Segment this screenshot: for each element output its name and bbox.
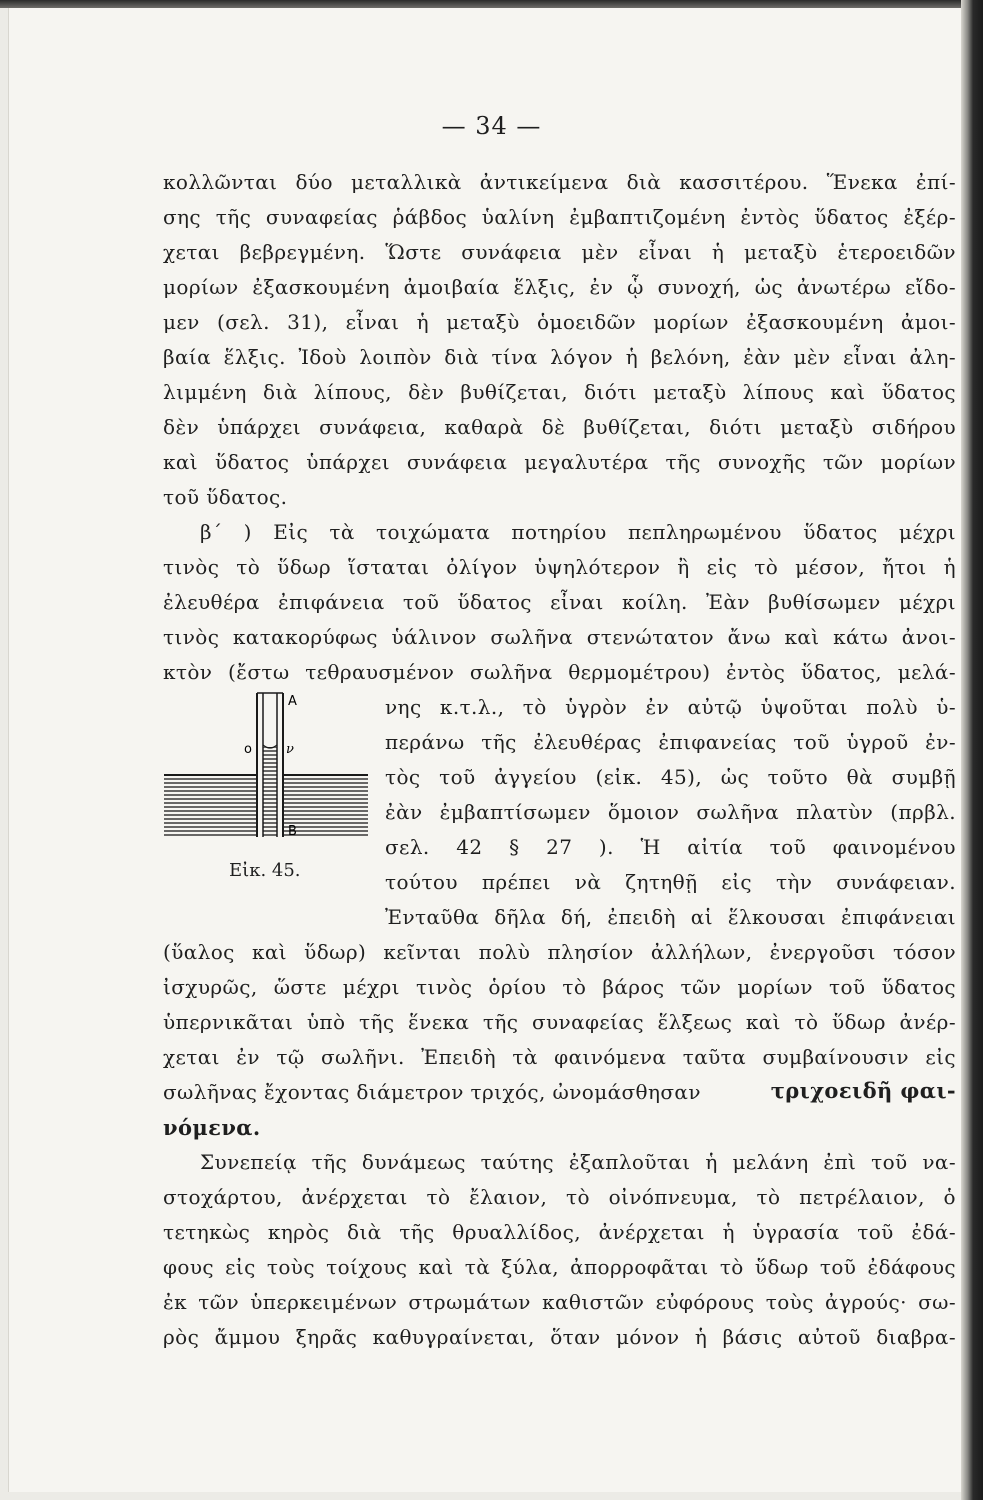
text-line: κτὸν (ἔστω τεθραυσμένον σωλῆνα θερμομέτρου) ἐντὸς ὕδατος, μελά- (163, 660, 956, 684)
text-line: σης τῆς συναφείας ῥάβδος ὑαλίνη ἐμβαπτιζομένη ἐντὸς ὕδατος ἐξέρ- (163, 205, 956, 229)
text-line: τινὸς κατακορύφως ὑάλινον σωλῆνα στενώτατον ἄνω καὶ κάτω ἀνοι- (163, 625, 956, 649)
text-line: τινὸς τὸ ὕδωρ ἵσταται ὀλίγον ὑψηλότερον ἢ εἰς τὸ μέσον, ἤτοι ἡ (163, 555, 956, 579)
text-line: καὶ ὕδατος ὑπάρχει συνάφεια μεγαλυτέρα τῆς συνοχῆς τῶν μορίων (163, 450, 956, 474)
text-line: χεται βεβρεγμένη. Ὥστε συνάφεια μὲν εἶναι ἡ μεταξὺ ἑτεροειδῶν (163, 240, 956, 264)
bold-term: τριχοειδῆ φαι- (770, 1078, 956, 1103)
label-o: o (244, 742, 252, 757)
figure-caption: Εἰκ. 45. (229, 860, 301, 881)
text-line: ρὸς ἄμμου ξηρᾶς καθυγραίνεται, ὅταν μόνον ἡ βάσις αὐτοῦ διαβρα- (163, 1325, 956, 1349)
text-line: στοχάρτου, ἀνέρχεται τὸ ἔλαιον, τὸ οἰνόπνευμα, τὸ πετρέλαιον, ὁ (163, 1185, 956, 1209)
text-line: Συνεπείᾳ τῆς δυνάμεως ταύτης ἐξαπλοῦται ἡ μελάνη ἐπὶ τοῦ να- (200, 1150, 956, 1174)
tube-liquid-column (263, 747, 277, 837)
text-line: ἰσχυρῶς, ὥστε μέχρι τινὸς ὁρίου τὸ βάρος τῶν μορίων τοῦ ὕδατος (163, 975, 956, 999)
text-line: κολλῶνται δύο μεταλλικὰ ἀντικείμενα διὰ κασσιτέρου. Ἕνεκα ἐπί- (163, 170, 956, 194)
text-line: νης κ.τ.λ., τὸ ὑγρὸν ἐν αὐτῷ ὑψοῦται πολὺ ὑ- (385, 695, 956, 719)
text-line: δὲν ὑπάρχει συνάφεια, καθαρὰ δὲ βυθίζεται, διότι μεταξὺ σιδήρου (163, 415, 956, 439)
bold-term: νόμενα. (163, 1115, 261, 1140)
scan-top-edge (0, 0, 983, 8)
text-line: ἐὰν ἐμβαπτίσωμεν ὅμοιον σωλῆνα πλατὺν (πρβλ. (385, 800, 956, 824)
text-line: σελ. 42 § 27 ). Ἡ αἰτία τοῦ φαινομένου (385, 835, 956, 859)
capillary-figure-drawing (160, 685, 370, 885)
text-line: φους εἰς τοὺς τοίχους καὶ τὰ ξύλα, ἀπορροφᾶται τὸ ὕδωρ τοῦ ἐδάφους (163, 1255, 956, 1279)
capillary-tube-figure (160, 685, 370, 885)
scan-right-edge (961, 0, 983, 1500)
text-line: ἐλευθέρα ἐπιφάνεια τοῦ ὕδατος εἶναι κοίλη. Ἐὰν βυθίσωμεν μέχρι (163, 590, 956, 614)
text-line: σωλῆνας ἔχοντας διάμετρον τριχός, ὠνομάσθησαν (163, 1080, 701, 1104)
text-line: τὸς τοῦ ἀγγείου (εἰκ. 45), ὡς τοῦτο θὰ συμβῇ (385, 765, 956, 789)
text-line: μεν (σελ. 31), εἶναι ἡ μεταξὺ ὁμοειδῶν μορίων ἐξασκουμένη ἀμοι- (163, 310, 956, 334)
text-line: β΄ ) Εἰς τὰ τοιχώματα ποτηρίου πεπληρωμένου ὕδατος μέχρι (200, 520, 956, 544)
text-line: τοῦ ὕδατος. (163, 485, 288, 509)
text-line: Ἐνταῦθα δῆλα δή, ἐπειδὴ αἱ ἕλκουσαι ἐπιφάνειαι (385, 905, 956, 929)
text-line: ἐκ τῶν ὑπερκειμένων στρωμάτων καθιστῶν εὐφόρους τοὺς ἀγρούς· σω- (163, 1290, 956, 1314)
text-line: ὑπερνικᾶται ὑπὸ τῆς ἕνεκα τῆς συναφείας ἕλξεως καὶ τὸ ὕδωρ ἀνέρ- (163, 1010, 956, 1034)
page-number: — 34 — (441, 112, 542, 140)
text-line: τετηκὼς κηρὸς διὰ τῆς θρυαλλίδος, ἀνέρχεται ἡ ὑγρασία τοῦ ἐδά- (163, 1220, 956, 1244)
text-line: τούτου πρέπει νὰ ζητηθῇ εἰς τὴν συνάφειαν. (385, 870, 956, 894)
label-A: A (288, 694, 297, 709)
text-line: (ὕαλος καὶ ὕδωρ) κεῖνται πολὺ πλησίον ἀλλήλων, ἐνεργοῦσι τόσον (163, 940, 956, 964)
text-line: χεται ἐν τῷ σωλῆνι. Ἐπειδὴ τὰ φαινόμενα ταῦτα συμβαίνουσιν εἰς (163, 1045, 956, 1069)
text-line: περάνω τῆς ἐλευθέρας ἐπιφανείας τοῦ ὑγροῦ ἐν- (385, 730, 956, 754)
label-n: ν (286, 742, 294, 757)
text-line: βαία ἕλξις. Ἰδοὺ λοιπὸν διὰ τίνα λόγον ἡ βελόνη, ἐὰν μὲν εἶναι ἀλη- (163, 345, 956, 369)
text-line: λιμμένη διὰ λίπους, δὲν βυθίζεται, διότι μεταξὺ λίπους καὶ ὕδατος (163, 380, 956, 404)
text-line: μορίων ἐξασκουμένη ἀμοιβαία ἕλξις, ἐν ᾧ συνοχή, ὡς ἀνωτέρω εἴδο- (163, 275, 956, 299)
label-B: B (288, 824, 297, 839)
